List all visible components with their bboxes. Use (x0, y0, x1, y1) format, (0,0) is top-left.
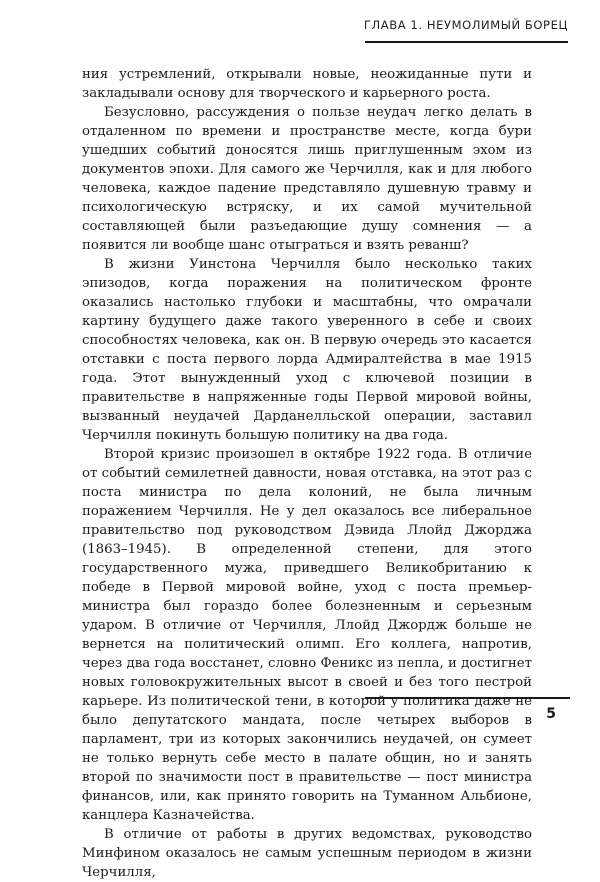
paragraph: Безусловно, рассуждения о пользе неудач легко делать в отдаленном по времени и пространстве месте, когда бури ушедших событий доносятся лишь приглушенным эхом из документов эпохи. Для самого же Черчилля, как и для любого человека, каждое падение представляло душевную травму и психологическую встряску, и их самой мучительной составляющей были разъедающие душу сомнения — а появится ли вообще шанс отыграться и взять реванш? (82, 105, 532, 253)
running-header-title: ГЛАВА 1. НЕУМОЛИМЫЙ БОРЕЦ (363, 18, 568, 32)
paragraph: Второй кризис произошел в октябре 1922 года. В отличие от событий семилетней давности, новая отставка, на этот раз с поста министра по дела колоний, не была личным поражением Черчилля. Не у дел оказалось все либеральное правительство под руководством Дэвида Ллойд Джорджа (1863–1945). В определенной степени, для этого государственного мужа, приведшего Великобританию к победе в Первой мировой войне, уход с поста премьер-министра был гораздо более болезненным и серьезным ударом. В отличие от Черчилля, Ллойд Джордж больше не вернется на политический олимп. Его коллега, напротив, через два года восстанет, словно Феникс из пепла, и достигнет новых головокружительных высот в своей и без того пестрой карьере. Из политической тени, в которой у политика даже не было депутатского мандата, после четырех выборов в парламент, три из которых закончились неудачей, он сумеет не только вернуть себе место в палате общин, но и занять второй по значимости пост в правительстве — пост министра финансов, или, как принято говорить на Туманном Альбионе, канцлера Казначейства. (82, 447, 532, 823)
footer-rule (365, 697, 570, 699)
paragraph: В отличие от работы в других ведомствах, руководство Минфином оказалось не самым успешным периодом в жизни Черчилля, (82, 827, 532, 880)
body-text (82, 65, 532, 882)
running-header (364, 18, 568, 32)
page-number: 5 (546, 706, 556, 722)
paragraph: ния устремлений, открывали новые, неожиданные пути и закладывали основу для творческого и карьерного роста. (82, 67, 532, 101)
paragraph: В жизни Уинстона Черчилля было несколько таких эпизодов, когда поражения на политическом фронте оказались настолько глубоки и масштабны, что омрачали картину будущего даже такого уверенного в себе и своих способностях человека, как он. В первую очередь это касается отставки с поста первого лорда Адмиралтейства в мае 1915 года. Этот вынужденный уход с ключевой позиции в правительстве в напряженные годы Первой мировой войны, вызванный неудачей Дарданелльской операции, заставил Черчилля покинуть большую политику на два года. (82, 257, 532, 443)
header-rule (365, 41, 568, 43)
